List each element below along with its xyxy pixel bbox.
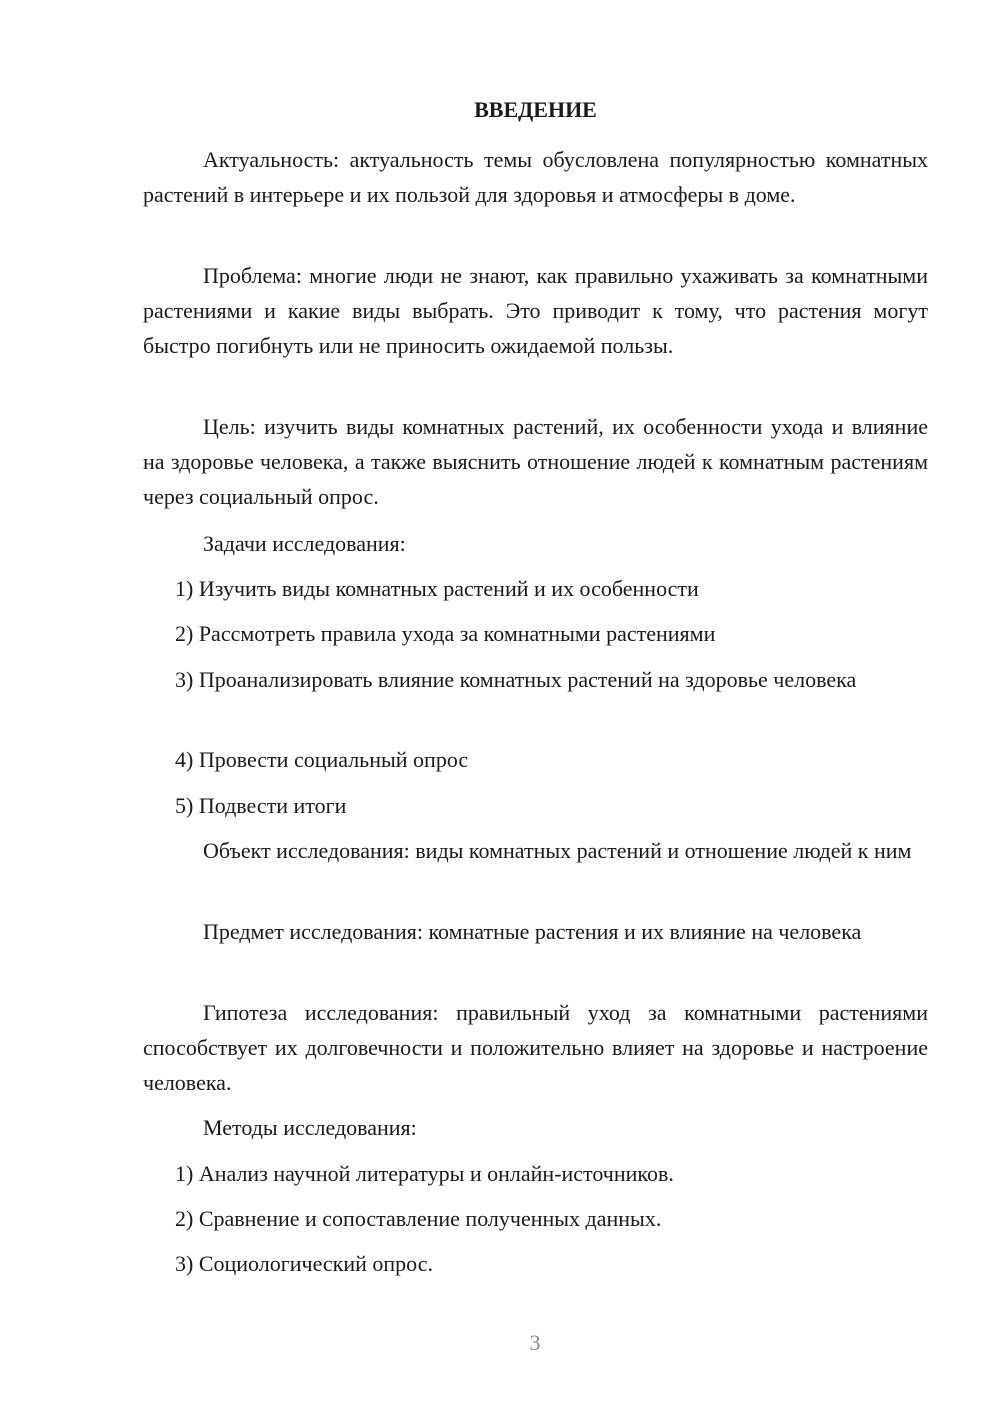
document-page (143, 0, 928, 1414)
paragraph-object: Объект исследования: виды комнатных растений и отношение людей к ним (203, 838, 912, 863)
list-item: 4) Провести социальный опрос (175, 747, 469, 772)
paragraph-subject: Предмет исследования: комнатные растения и их влияние на человека (203, 919, 862, 944)
paragraph-relevance: Актуальность: актуальность темы обусловлена популярностью комнатных растений в интерьере и их пользой для здоровья и атмосферы в доме. (143, 147, 928, 207)
tasks-heading: Задачи исследования: (203, 531, 406, 556)
methods-heading: Методы исследования: (203, 1115, 417, 1140)
page-number: 3 (529, 1330, 541, 1355)
paragraph-hypothesis: Гипотеза исследования: правильный уход за комнатными растениями способствует их долговечности и положительно влияет на здоровье и настроение человека. (143, 1000, 928, 1095)
list-item: 5) Подвести итоги (175, 793, 347, 818)
list-item: 2) Сравнение и сопоставление полученных данных. (175, 1206, 662, 1231)
list-item: 3) Проанализировать влияние комнатных растений на здоровье человека (175, 667, 857, 692)
list-item: 1) Изучить виды комнатных растений и их особенности (175, 576, 699, 601)
list-item: 3) Социологический опрос. (175, 1251, 433, 1276)
list-item: 1) Анализ научной литературы и онлайн-источников. (175, 1161, 674, 1186)
paragraph-goal: Цель: изучить виды комнатных растений, их особенности ухода и влияние на здоровье человека, а также выяснить отношение людей к комнатным растениям через социальный опрос. (143, 414, 928, 509)
page-title: ВВЕДЕНИЕ (474, 97, 597, 122)
list-item: 2) Рассмотреть правила ухода за комнатными растениями (175, 621, 716, 646)
paragraph-problem: Проблема: многие люди не знают, как правильно ухаживать за комнатными растениями и какие виды выбрать. Это приводит к тому, что растения могут быстро погибнуть или не приносить ожидаемой пользы. (143, 263, 928, 358)
